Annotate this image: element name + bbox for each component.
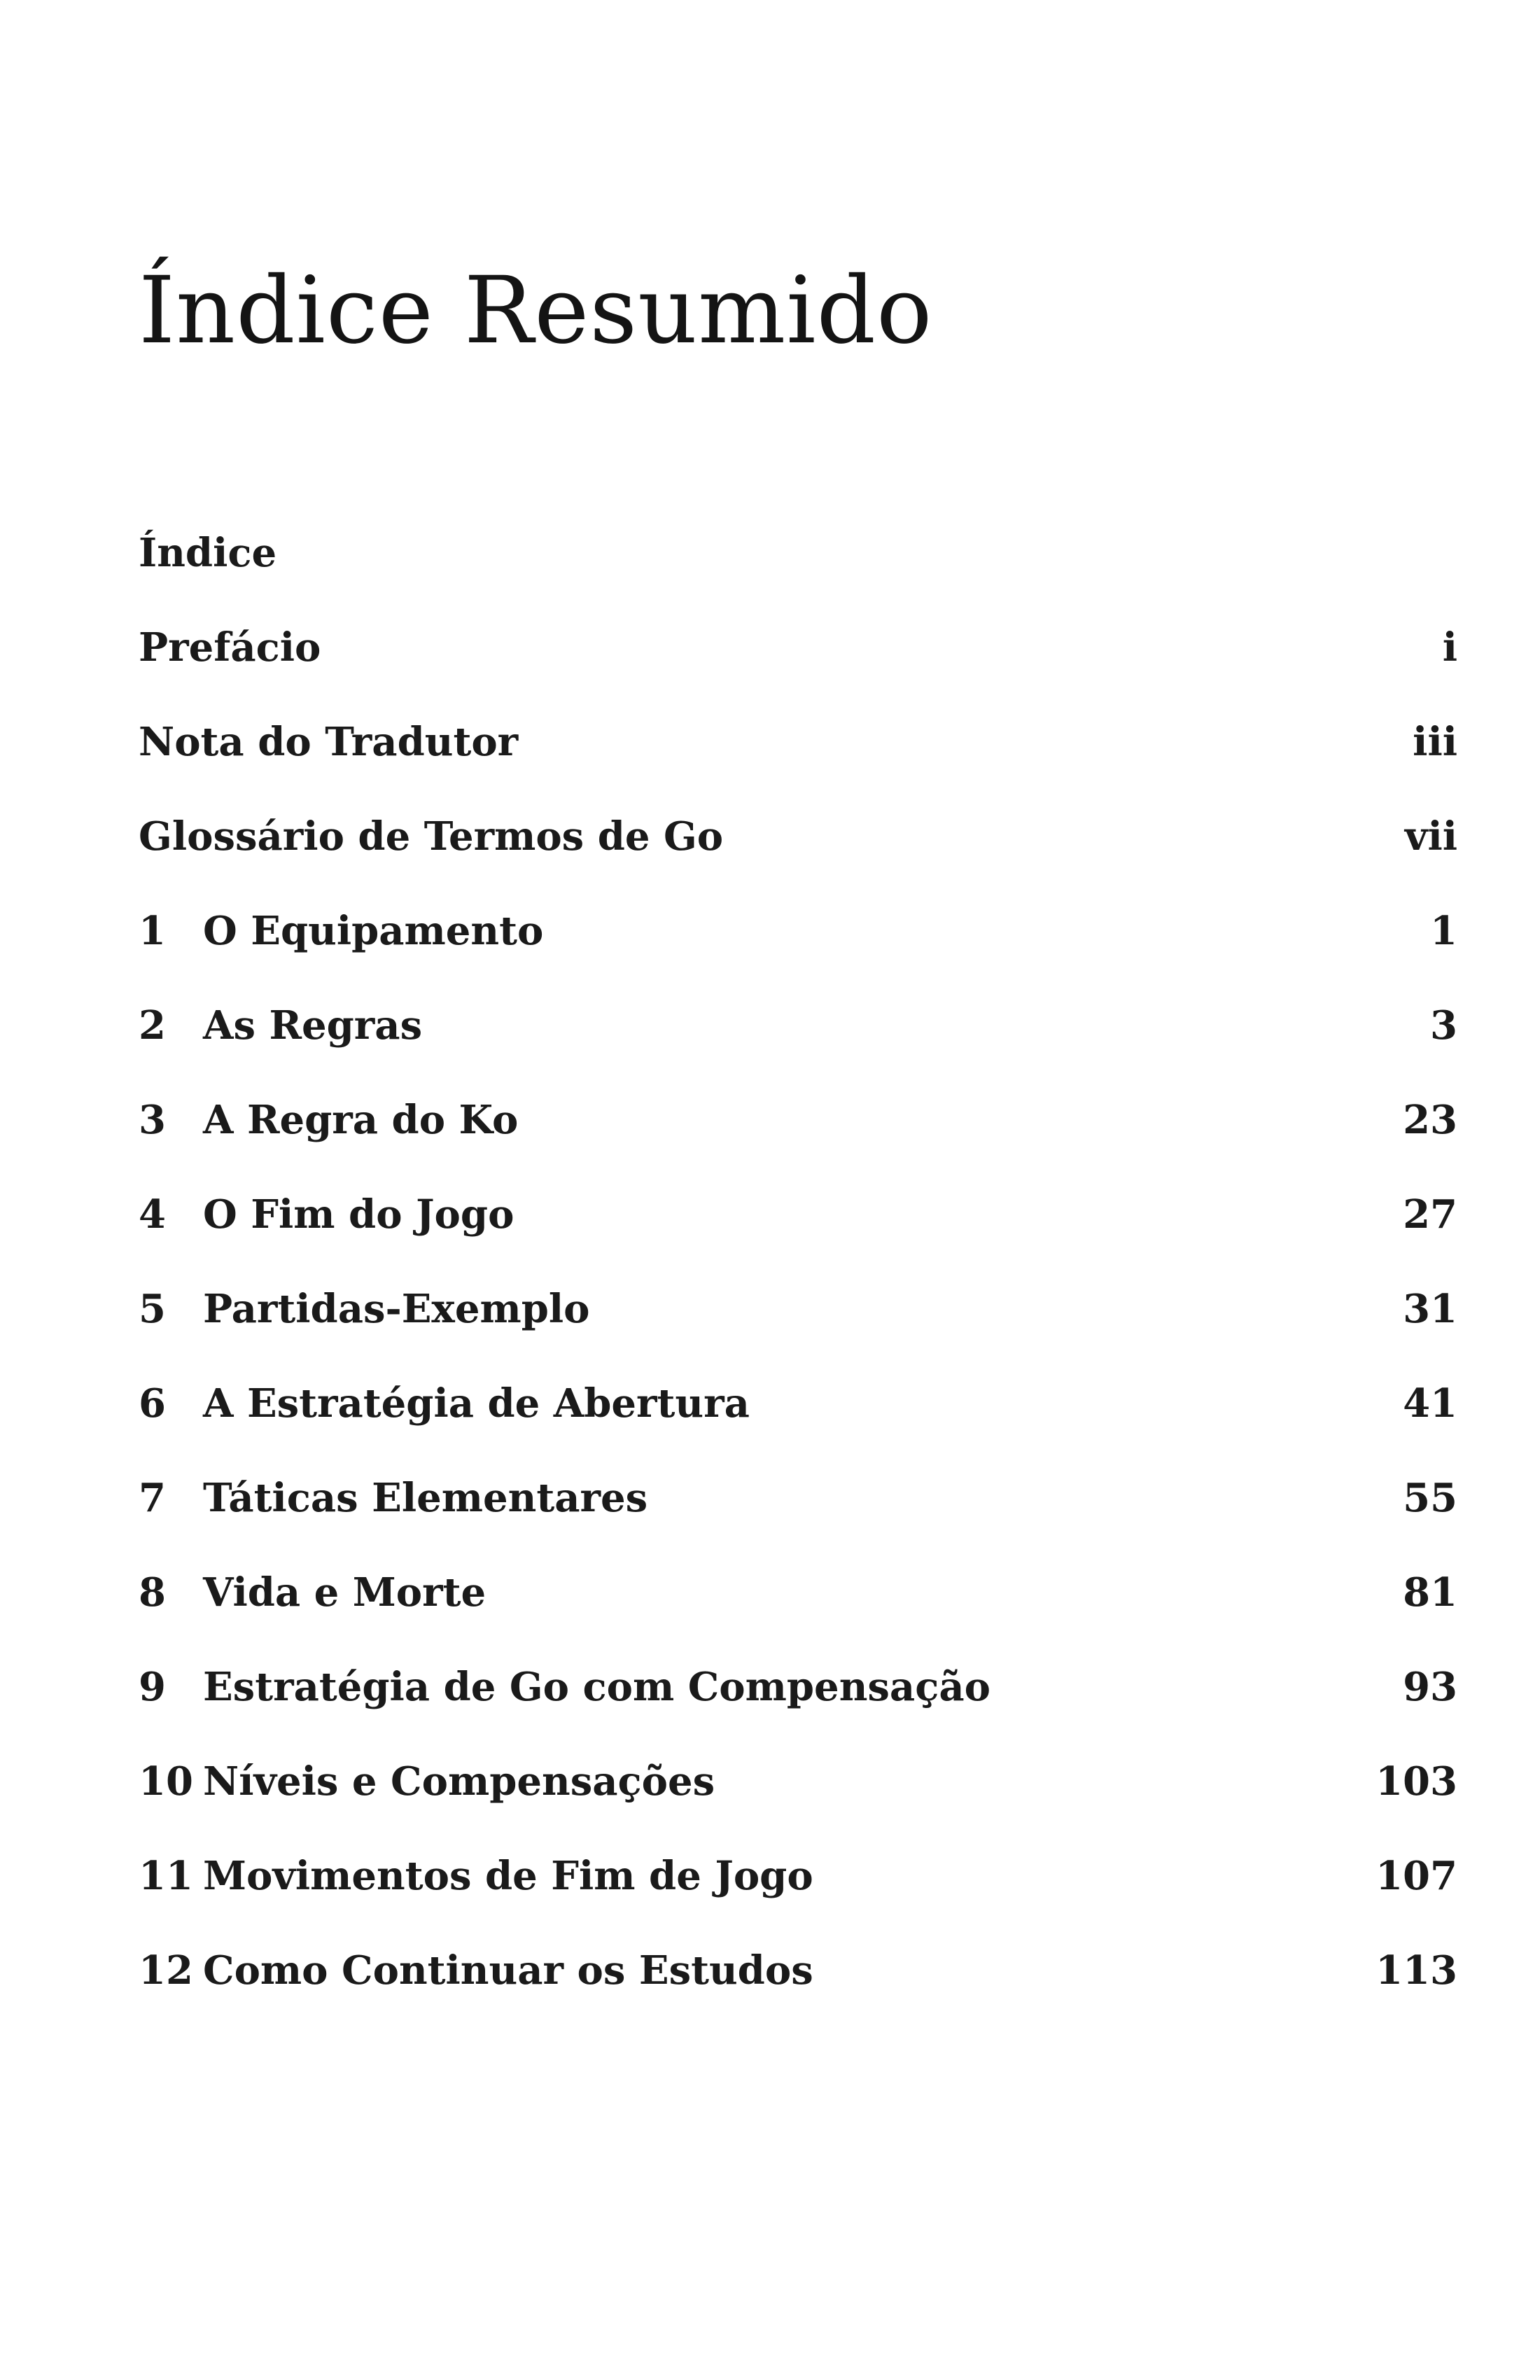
toc-entry-title: Nota do Tradutor xyxy=(139,719,519,765)
toc-entry-page: 103 xyxy=(1376,1758,1457,1805)
toc-entry-page: 1 xyxy=(1430,908,1457,954)
toc-entry-glossario[interactable] xyxy=(139,812,1457,906)
toc-entry-chapter-6[interactable] xyxy=(139,1379,1457,1474)
toc-entry-title: Níveis e Compensações xyxy=(203,1758,715,1805)
toc-entry-page: 93 xyxy=(1403,1664,1457,1710)
toc-entry-page: 107 xyxy=(1376,1853,1457,1899)
toc-entry-page: 23 xyxy=(1403,1097,1457,1143)
toc-entry-title: A Regra do Ko xyxy=(203,1097,519,1143)
toc-entry-number: 10 xyxy=(139,1758,193,1805)
toc-entry-chapter-8[interactable] xyxy=(139,1568,1457,1662)
toc-entry-number: 1 xyxy=(139,908,166,954)
toc-entry-title: O Equipamento xyxy=(203,908,544,954)
toc-entry-chapter-7[interactable] xyxy=(139,1474,1457,1568)
toc-entry-page: 31 xyxy=(1403,1286,1457,1332)
toc-entry-title: Partidas-Exemplo xyxy=(203,1286,590,1332)
toc-entry-title: Movimentos de Fim de Jogo xyxy=(203,1853,813,1899)
toc-entry-title: Táticas Elementares xyxy=(203,1475,648,1521)
toc-entry-page: 27 xyxy=(1403,1191,1457,1238)
toc-entry-title: A Estratégia de Abertura xyxy=(203,1380,750,1427)
toc-entry-chapter-1[interactable] xyxy=(139,906,1457,1001)
toc-entry-page: 113 xyxy=(1376,1947,1457,1994)
toc-entry-title: Glossário de Termos de Go xyxy=(139,813,724,860)
page-title: Índice Resumido xyxy=(139,257,933,365)
toc-entry-chapter-9[interactable] xyxy=(139,1662,1457,1757)
toc-entry-chapter-12[interactable] xyxy=(139,1946,1457,2040)
toc-entry-chapter-11[interactable] xyxy=(139,1851,1457,1946)
toc-entry-number: 3 xyxy=(139,1097,166,1143)
toc-entry-page: 81 xyxy=(1403,1569,1457,1616)
toc-entry-indice[interactable] xyxy=(139,528,1457,623)
toc-entry-nota-do-tradutor[interactable] xyxy=(139,718,1457,812)
toc-entry-page: i xyxy=(1442,624,1457,671)
toc-entry-number: 9 xyxy=(139,1664,166,1710)
toc-entry-title: Estratégia de Go com Compensação xyxy=(203,1664,990,1710)
toc-entry-chapter-5[interactable] xyxy=(139,1284,1457,1379)
toc-entry-title: Vida e Morte xyxy=(203,1569,486,1616)
toc-entry-title: Índice xyxy=(139,530,277,576)
toc-entry-number: 2 xyxy=(139,1002,166,1049)
toc-entry-page: vii xyxy=(1404,813,1457,860)
toc-entry-number: 7 xyxy=(139,1475,166,1521)
toc-entry-prefacio[interactable] xyxy=(139,623,1457,718)
toc-entry-number: 5 xyxy=(139,1286,166,1332)
toc-entry-number: 6 xyxy=(139,1380,166,1427)
toc-entry-page: 41 xyxy=(1403,1380,1457,1427)
toc-entry-chapter-3[interactable] xyxy=(139,1096,1457,1190)
toc-entry-page: iii xyxy=(1413,719,1457,765)
table-of-contents xyxy=(139,528,1457,2040)
toc-entry-title: O Fim do Jogo xyxy=(203,1191,514,1238)
toc-entry-number: 8 xyxy=(139,1569,166,1616)
toc-entry-title: Como Continuar os Estudos xyxy=(203,1947,813,1994)
toc-entry-page: 55 xyxy=(1403,1475,1457,1521)
toc-entry-number: 11 xyxy=(139,1853,193,1899)
toc-entry-chapter-2[interactable] xyxy=(139,1001,1457,1096)
toc-entry-chapter-4[interactable] xyxy=(139,1190,1457,1284)
toc-entry-number: 4 xyxy=(139,1191,166,1238)
toc-entry-title: As Regras xyxy=(203,1002,423,1049)
toc-entry-title: Prefácio xyxy=(139,624,321,671)
toc-entry-chapter-10[interactable] xyxy=(139,1757,1457,1851)
toc-entry-number: 12 xyxy=(139,1947,193,1994)
toc-entry-page: 3 xyxy=(1430,1002,1457,1049)
